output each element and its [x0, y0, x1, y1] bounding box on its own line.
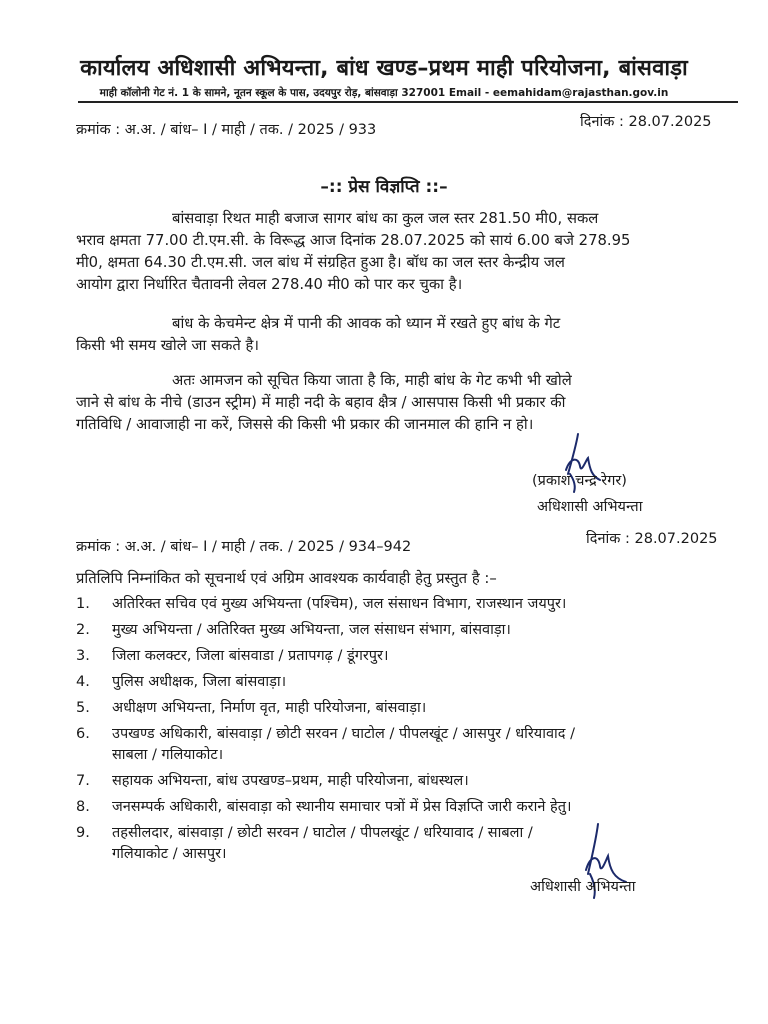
- list-item: 1. अतिरिक्त सचिव एवं मुख्य अभियन्ता (पश्चिम), जल संसाधन विभाग, राजस्थान जयपुर।: [76, 596, 567, 612]
- header-divider: [78, 101, 738, 103]
- paragraph-line: बांसवाड़ा रिथत माही बजाज सागर बांध का कुल जल स्तर 281.50 मी0, सकल: [172, 210, 599, 227]
- copy-to-line: प्रतिलिपि निम्नांकित को सूचनार्थ एवं अग्रिम आवश्यक कार्यवाही हेतु प्रस्तुत है :–: [76, 570, 497, 587]
- list-item: 4. पुलिस अधीक्षक, जिला बांसवाड़ा।: [76, 674, 287, 690]
- paragraph-line: भराव क्षमता 77.00 टी.एम.सी. के विरूद्ध आज दिनांक 28.07.2025 को सायं 6.00 बजे 278.95: [76, 232, 631, 249]
- list-item: 6. उपखण्ड अधिकारी, बांसवाड़ा / छोटी सरवन / घाटोल / पीपलखूंट / आसपुर / धरियावाद / साबला / गलियाकोट।: [76, 726, 575, 763]
- copy-signatory-designation: अधिशासी अभियन्ता: [530, 879, 636, 895]
- list-item: 2. मुख्य अभियन्ता / अतिरिक्त मुख्य अभियन्ता, जल संसाधन संभाग, बांसवाड़ा।: [76, 622, 511, 638]
- paragraph-gates: [76, 313, 726, 357]
- paragraph-water-level: [76, 208, 726, 296]
- paragraph-line: गतिविधि / आवाजाही ना करें, जिससे की किसी भी प्रकार की जानमाल की हानि न हो।: [76, 416, 534, 433]
- press-release-heading: –:: प्रेस विज्ञप्ति ::–: [320, 177, 448, 197]
- signatory-designation: अधिशासी अभियन्ता: [537, 499, 643, 515]
- list-item: 3. जिला कलक्टर, जिला बांसवाडा / प्रतापगढ़ / डूंगरपुर।: [76, 648, 389, 664]
- list-item: 8. जनसम्पर्क अधिकारी, बांसवाड़ा को स्थानीय समाचार पत्रों में प्रेस विज्ञप्ति जारी कराने हेतु।: [76, 799, 572, 815]
- paragraph-line: मी0, क्षमता 64.30 टी.एम.सी. जल बांध में संग्रहित हुआ है। बॉध का जल स्तर केन्द्रीय जल: [76, 254, 565, 271]
- paragraph-line: जाने से बांध के नीचे (डाउन स्ट्रीम) में माही नदी के बहाव क्षैत्र / आसपास किसी भी प्रकार की: [76, 394, 566, 411]
- distribution-list: [76, 594, 736, 870]
- paragraph-line: आयोग द्वारा निर्धारित चैतावनी लेवल 278.40 मी0 को पार कर चुका है।: [76, 276, 463, 293]
- paragraph-line: बांध के केचमेन्ट क्षेत्र में पानी की आवक को ध्यान में रखते हुए बांध के गेट: [172, 315, 561, 332]
- paragraph-public-notice: [76, 370, 726, 436]
- copy-date: दिनांक : 28.07.2025: [586, 531, 718, 547]
- signatory-name: (प्रकाश चन्द्र रेगर): [532, 473, 627, 489]
- office-address: माही कॉलोनी गेट नं. 1 के सामने, नूतन स्कूल के पास, उदयपुर रोड़, बांसवाड़ा 327001 Email - eemahidam@rajasthan.gov.in: [99, 87, 669, 99]
- reference-number: क्रमांक : अ.अ. / बांध– I / माही / तक. / 2025 / 933: [76, 122, 377, 138]
- copy-reference-number: क्रमांक : अ.अ. / बांध– I / माही / तक. / 2025 / 934–942: [76, 539, 412, 555]
- paragraph-line: अतः आमजन को सूचित किया जाता है कि, माही बांध के गेट कभी भी खोले: [172, 372, 572, 389]
- paragraph-line: किसी भी समय खोले जा सकते है।: [76, 337, 259, 354]
- list-item: 9. तहसीलदार, बांसवाड़ा / छोटी सरवन / घाटोल / पीपलखूंट / धरियावाद / साबला / गलियाकोट / आसपुर।: [76, 825, 533, 862]
- letter-date: दिनांक : 28.07.2025: [580, 114, 712, 130]
- office-title: कार्यालय अधिशासी अभियन्ता, बांध खण्ड–प्रथम माही परियोजना, बांसवाड़ा: [80, 56, 688, 81]
- list-item: 5. अधीक्षण अभियन्ता, निर्माण वृत, माही परियोजना, बांसवाड़ा।: [76, 700, 427, 716]
- list-item: 7. सहायक अभियन्ता, बांध उपखण्ड–प्रथम, माही परियोजना, बांधस्थल।: [76, 773, 469, 789]
